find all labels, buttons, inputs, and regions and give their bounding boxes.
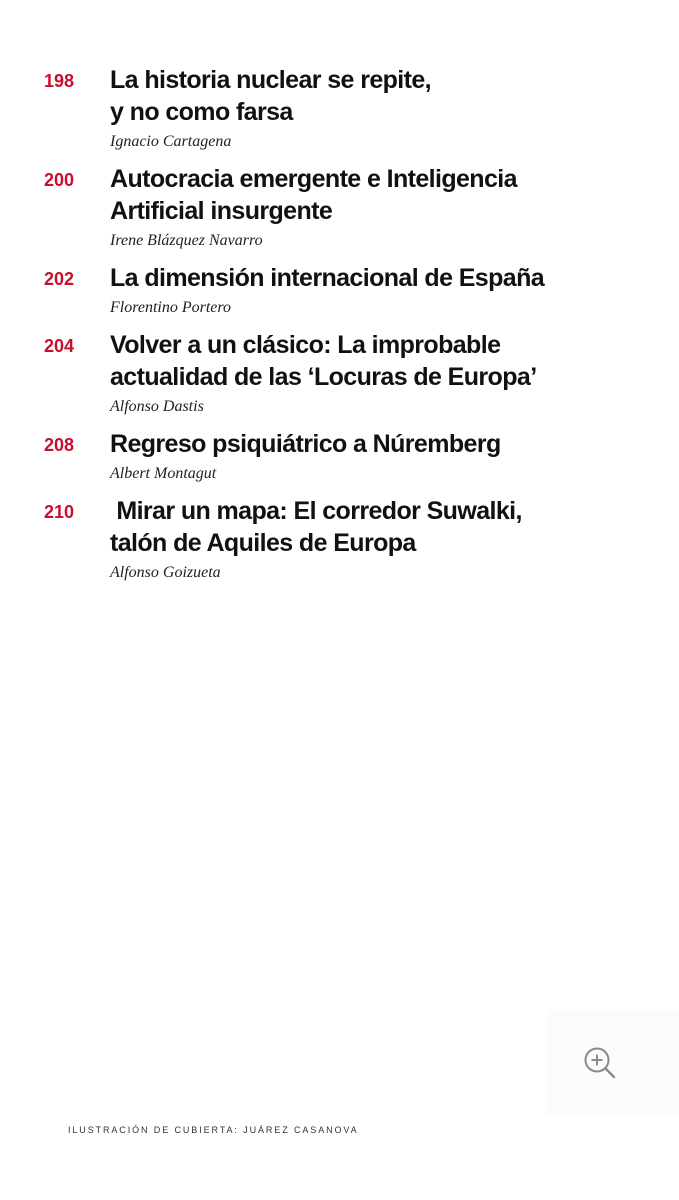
title-line: Autocracia emergente e Inteligencia (110, 165, 517, 193)
title-line: Volver a un clásico: La improbable (110, 331, 501, 359)
title-line: La historia nuclear se repite, (110, 66, 432, 94)
page-number: 200 (44, 170, 75, 190)
toc-entry[interactable] (0, 495, 679, 583)
toc-entry[interactable] (0, 428, 679, 484)
toc-entry[interactable] (0, 262, 679, 318)
table-of-contents (0, 64, 679, 594)
title-line: Artificial insurgente (110, 197, 333, 225)
article-author: Alfonso Dastis (110, 398, 204, 415)
zoom-panel (547, 1010, 679, 1115)
title-line: y no como farsa (110, 98, 293, 126)
page-number: 202 (44, 269, 75, 289)
page-number: 204 (44, 336, 75, 356)
toc-entry[interactable] (0, 329, 679, 417)
page-number: 210 (44, 502, 75, 522)
title-line: talón de Aquiles de Europa (110, 529, 416, 557)
page-number: 198 (44, 71, 75, 91)
article-author: Albert Montagut (110, 465, 217, 482)
article-author: Ignacio Cartagena (110, 133, 232, 150)
toc-entry[interactable] (0, 64, 679, 152)
title-line: Regreso psiquiátrico a Núremberg (110, 430, 501, 458)
zoom-in-button[interactable] (581, 1044, 619, 1082)
article-author: Irene Blázquez Navarro (110, 232, 263, 249)
cover-credit: ILUSTRACIÓN DE CUBIERTA: JUÁREZ CASANOVA (68, 1125, 359, 1135)
article-title (110, 262, 650, 294)
toc-entry[interactable] (0, 163, 679, 251)
article-title (110, 163, 650, 227)
article-author: Florentino Portero (110, 299, 232, 316)
article-title (110, 64, 650, 128)
title-line: Mirar un mapa: El corredor Suwalki, (110, 497, 522, 525)
article-title (110, 495, 650, 559)
title-line: La dimensión internacional de España (110, 264, 545, 292)
zoom-in-icon (581, 1044, 619, 1082)
title-line: actualidad de las ‘Locuras de Europa’ (110, 363, 537, 391)
article-author: Alfonso Goizueta (110, 564, 221, 581)
page-number: 208 (44, 435, 75, 455)
article-title (110, 428, 650, 460)
article-title (110, 329, 650, 393)
